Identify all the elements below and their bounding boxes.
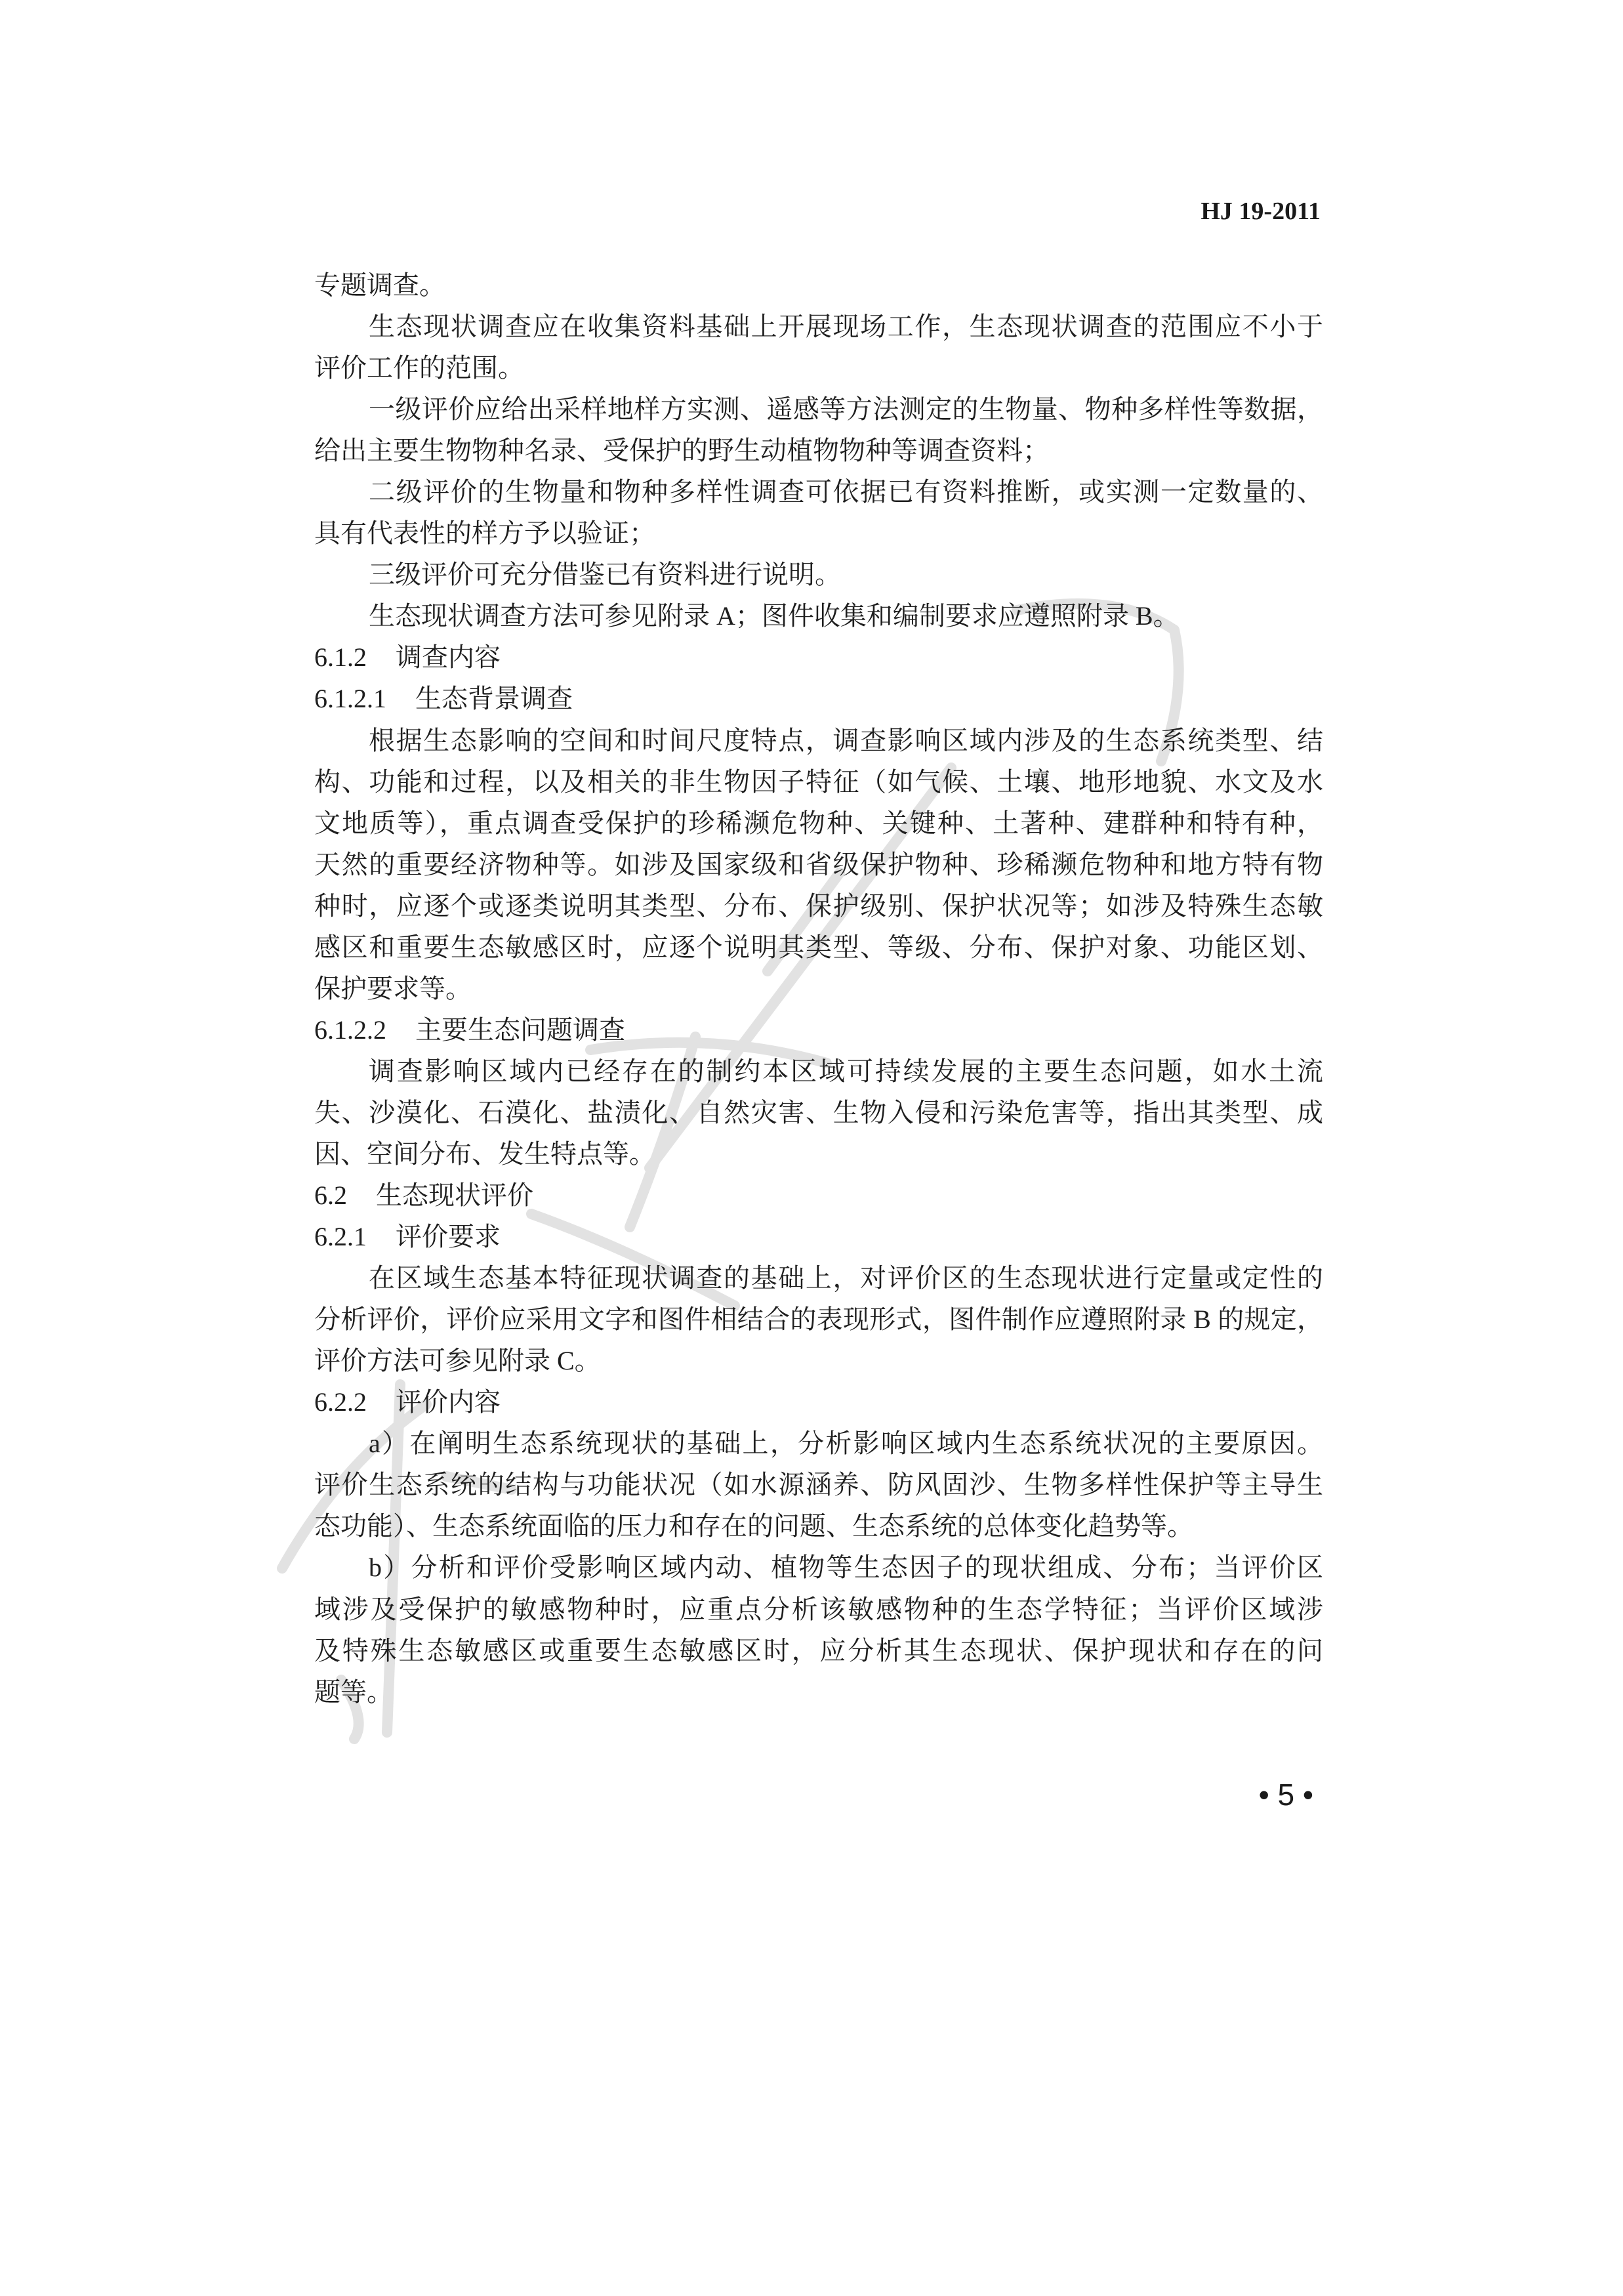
text-line: 二级评价的生物量和物种多样性调查可依据已有资料推断，或实测一定数量的、 bbox=[369, 477, 1323, 507]
paragraph bbox=[314, 306, 1323, 388]
text-line: 评价生态系统的结构与功能状况（如水源涵养、防风固沙、生物多样性保护等主导生 bbox=[314, 1470, 1323, 1500]
section-number: 6.2.2 bbox=[314, 1387, 367, 1417]
section-number: 6.1.2 bbox=[314, 642, 367, 673]
text-line: 种时，应逐个或逐类说明其类型、分布、保护级别、保护状况等；如涉及特殊生态敏 bbox=[314, 890, 1323, 921]
text-line: 及特殊生态敏感区或重要生态敏感区时，应分析其生态现状、保护现状和存在的问 bbox=[314, 1635, 1323, 1665]
text-line: 文地质等），重点调查受保护的珍稀濒危物种、关键种、土著种、建群种和特有种， bbox=[314, 808, 1323, 838]
text-line: 给出主要生物物种名录、受保护的野生动植物物种等调查资料； bbox=[314, 436, 1049, 466]
section-number: 6.2 bbox=[314, 1180, 347, 1211]
section-title: 主要生态问题调查 bbox=[415, 1014, 625, 1045]
paragraph bbox=[314, 388, 1323, 471]
section-number: 6.2.1 bbox=[314, 1222, 367, 1252]
text-line: 评价工作的范围。 bbox=[314, 353, 524, 383]
text-line: b）分析和评价受影响区域内动、植物等生态因子的现状组成、分布；当评价区 bbox=[369, 1553, 1323, 1583]
section-title: 调查内容 bbox=[396, 642, 501, 673]
text-line: 专题调查。 bbox=[314, 270, 445, 300]
text-line: 感区和重要生态敏感区时，应逐个说明其类型、等级、分布、保护对象、功能区划、 bbox=[314, 932, 1323, 962]
section-title: 生态现状评价 bbox=[376, 1180, 533, 1211]
section-title: 评价内容 bbox=[396, 1387, 501, 1417]
section-number: 6.1.2.1 bbox=[314, 684, 386, 714]
text-line: 生态现状调查应在收集资料基础上开展现场工作，生态现状调查的范围应不小于 bbox=[369, 312, 1323, 342]
text-line: 在区域生态基本特征现状调查的基础上，对评价区的生态现状进行定量或定性的 bbox=[369, 1263, 1323, 1293]
paragraph bbox=[314, 554, 1323, 595]
text-line: 分析评价，评价应采用文字和图件相结合的表现形式，图件制作应遵照附录 B 的规定， bbox=[314, 1305, 1323, 1335]
paragraph bbox=[314, 1547, 1323, 1712]
paragraph bbox=[314, 1051, 1323, 1175]
section-heading bbox=[314, 1009, 1323, 1051]
section-number: 6.1.2.2 bbox=[314, 1014, 386, 1045]
text-line: 评价方法可参见附录 C。 bbox=[314, 1346, 601, 1376]
text-line: 调查影响区域内已经存在的制约本区域可持续发展的主要生态问题，如水土流 bbox=[369, 1056, 1323, 1086]
section-title: 评价要求 bbox=[396, 1222, 501, 1252]
paragraph bbox=[314, 471, 1323, 554]
text-line: 态功能）、生态系统面临的压力和存在的问题、生态系统的总体变化趋势等。 bbox=[314, 1511, 1193, 1541]
paragraph bbox=[314, 1423, 1323, 1547]
paragraph bbox=[314, 1257, 1323, 1381]
section-heading bbox=[314, 678, 1323, 719]
text-line: a）在阐明生态系统现状的基础上，分析影响区域内生态系统状况的主要原因。 bbox=[369, 1429, 1323, 1459]
text-line: 构、功能和过程，以及相关的非生物因子特征（如气候、土壤、地形地貌、水文及水 bbox=[314, 766, 1323, 797]
text-line: 三级评价可充分借鉴已有资料进行说明。 bbox=[369, 560, 841, 590]
page-number: • 5 • bbox=[1258, 1778, 1313, 1812]
text-line: 生态现状调查方法可参见附录 A；图件收集和编制要求应遵照附录 B。 bbox=[369, 601, 1180, 631]
section-heading bbox=[314, 1381, 1323, 1423]
paragraph bbox=[314, 720, 1323, 1009]
section-heading bbox=[314, 1216, 1323, 1257]
document-body bbox=[314, 264, 1323, 1713]
text-line: 根据生态影响的空间和时间尺度特点，调查影响区域内涉及的生态系统类型、结 bbox=[369, 725, 1323, 755]
text-line: 域涉及受保护的敏感物种时，应重点分析该敏感物种的生态学特征；当评价区域涉 bbox=[314, 1594, 1323, 1624]
paragraph bbox=[314, 595, 1323, 637]
section-heading bbox=[314, 637, 1323, 678]
text-line: 题等。 bbox=[314, 1677, 393, 1707]
standard-code: HJ 19-2011 bbox=[1201, 198, 1321, 225]
text-line: 保护要求等。 bbox=[314, 973, 472, 1003]
text-line: 一级评价应给出采样地样方实测、遥感等方法测定的生物量、物种多样性等数据， bbox=[369, 394, 1323, 425]
text-line: 天然的重要经济物种等。如涉及国家级和省级保护物种、珍稀濒危物种和地方特有物 bbox=[314, 849, 1323, 879]
text-line: 失、沙漠化、石漠化、盐渍化、自然灾害、生物入侵和污染危害等，指出其类型、成 bbox=[314, 1097, 1323, 1127]
text-line: 因、空间分布、发生特点等。 bbox=[314, 1138, 655, 1169]
section-title: 生态背景调查 bbox=[415, 684, 573, 714]
paragraph bbox=[314, 264, 1323, 306]
text-line: 具有代表性的样方予以验证； bbox=[314, 518, 655, 549]
section-heading bbox=[314, 1175, 1323, 1216]
